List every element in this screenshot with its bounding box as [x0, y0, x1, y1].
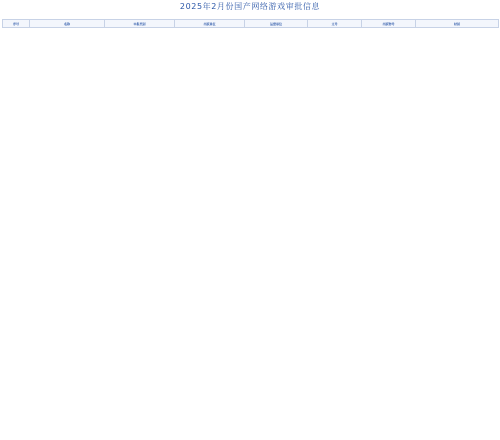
column-header-date: 时间 [416, 20, 499, 28]
column-header-category: 申报类别 [105, 20, 175, 28]
column-header-operator: 运营单位 [245, 20, 308, 28]
table-header-row [3, 20, 499, 28]
column-header-publisher: 出版单位 [175, 20, 245, 28]
page-title: 2025年2月份国产网络游戏审批信息 [179, 2, 321, 11]
column-header-name: 名称 [30, 20, 105, 28]
column-header-approval-no: 文号 [308, 20, 362, 28]
column-header-isbn: 出版物号 [362, 20, 416, 28]
page-subtitle [0, 12, 500, 19]
approval-table [2, 19, 499, 28]
column-header-index: 序号 [3, 20, 30, 28]
